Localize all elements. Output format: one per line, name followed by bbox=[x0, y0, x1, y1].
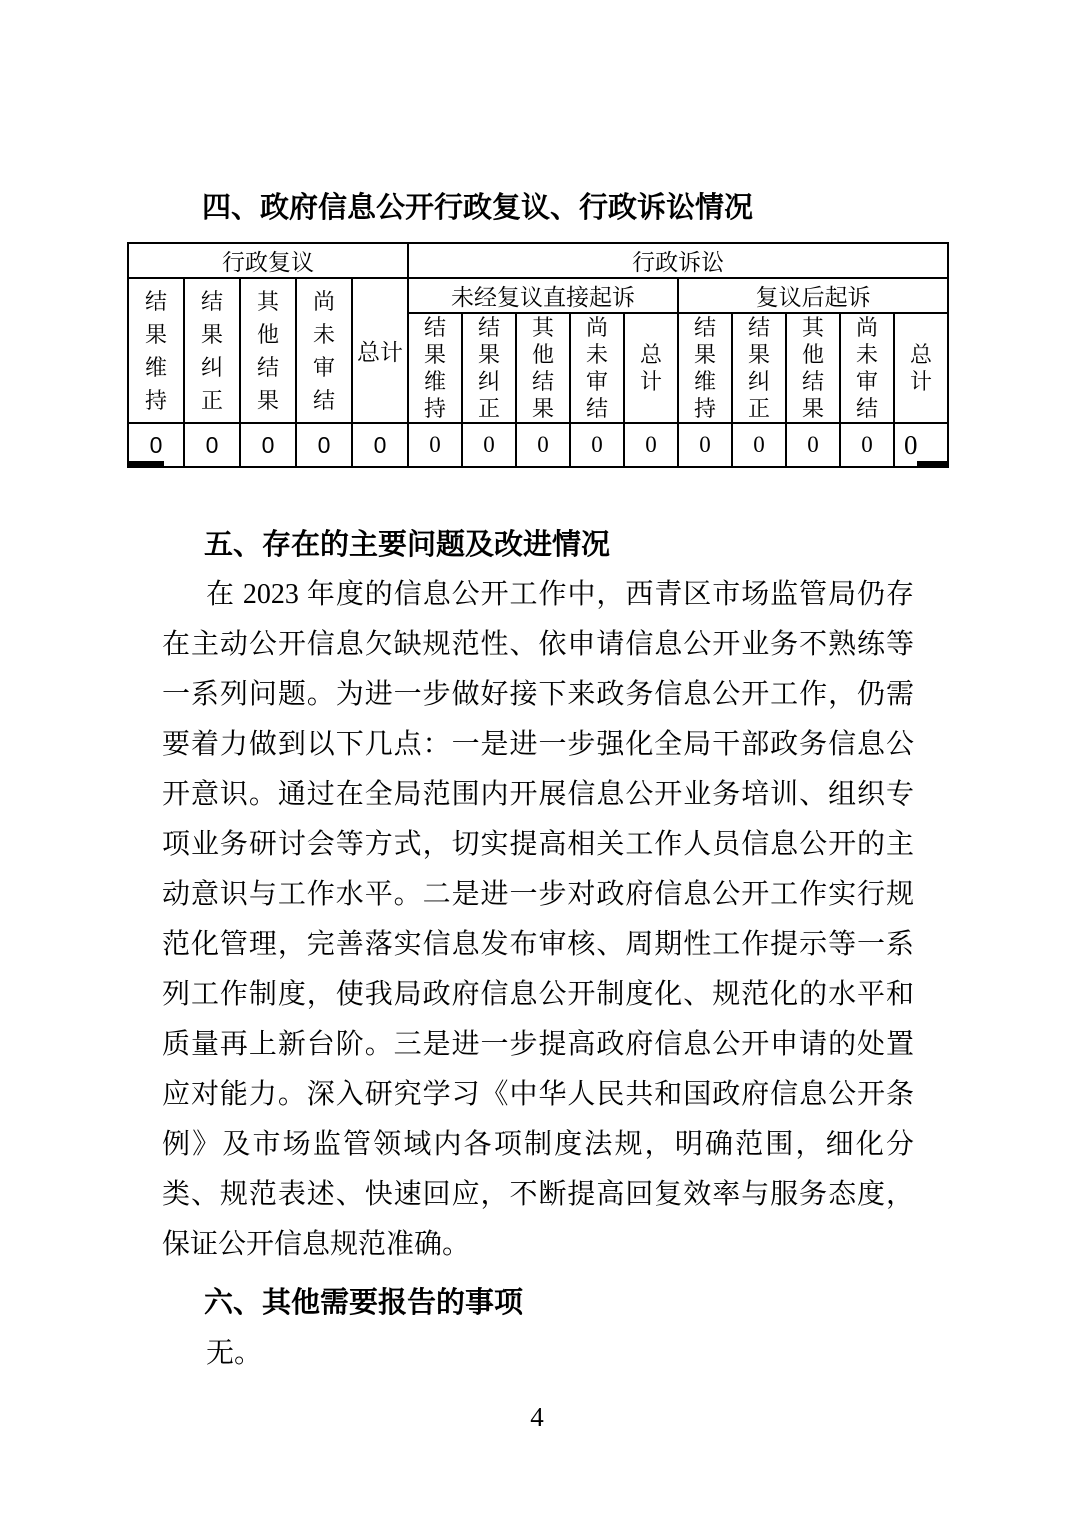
vertical-label: 尚未审结 bbox=[586, 315, 609, 421]
vertical-label: 结果纠正 bbox=[748, 315, 771, 421]
review-col-header-total: 总计 bbox=[352, 278, 408, 423]
scan-artifact-right bbox=[917, 461, 947, 466]
section6-body: 无。 bbox=[206, 1338, 263, 1369]
value-after-other-result: 0 bbox=[786, 423, 840, 467]
section4-heading: 四、政府信息公开行政复议、行政诉讼情况 bbox=[202, 192, 754, 224]
vertical-label: 结果维持 bbox=[424, 315, 447, 421]
value-review-other-result: 0 bbox=[240, 423, 296, 467]
litigation-group-header: 行政诉讼 bbox=[408, 243, 948, 278]
review-group-header: 行政复议 bbox=[128, 243, 408, 278]
value-after-pending: 0 bbox=[840, 423, 894, 467]
value-after-total: 0 bbox=[894, 423, 948, 467]
vertical-label: 总计 bbox=[910, 342, 933, 394]
direct-col-header-result-corrected bbox=[462, 313, 516, 423]
value-direct-other-result: 0 bbox=[516, 423, 570, 467]
value-direct-total: 0 bbox=[624, 423, 678, 467]
after-col-header-result-upheld bbox=[678, 313, 732, 423]
review-col-header-pending bbox=[296, 278, 352, 423]
vertical-label: 其他结果 bbox=[532, 315, 555, 421]
direct-col-header-pending bbox=[570, 313, 624, 423]
value-direct-result-upheld: 0 bbox=[408, 423, 462, 467]
after-col-header-pending bbox=[840, 313, 894, 423]
vertical-label: 结果维持 bbox=[144, 288, 167, 413]
reconsideration-litigation-table bbox=[127, 242, 949, 468]
review-col-header-result-corrected bbox=[184, 278, 240, 423]
value-review-result-corrected: 0 bbox=[184, 423, 240, 467]
after-col-header-other-result bbox=[786, 313, 840, 423]
vertical-label: 尚未审结 bbox=[312, 288, 335, 413]
after-col-header-total bbox=[894, 313, 948, 423]
scan-artifact-left bbox=[128, 461, 164, 467]
section5-paragraph: 在 2023 年度的信息公开工作中，西青区市场监管局仍存在主动公开信息欠缺规范性、依申请信息公开业务不熟练等一系列问题。为进一步做好接下来政务信息公开工作，仍需要着力做到以下几点：一是进一步强化全局干部政务信息公开意识。通过在全局范围内开展信息公开业务培训、组织专项业务研讨会等方式，切实提高相关工作人员信息公开的主动意识与工作水平。二是进一步对政府信息公开工作实行规范化管理，完善落实信息发布审核、周期性工作提示等一系列工作制度，使我局政府信息公开制度化、规范化的水平和质量再上新台阶。三是进一步提高政府信息公开申请的处置应对能力。深入研究学习《中华人民共和国政府信息公开条例》及市场监管领域内各项制度法规，明确范围，细化分类、规范表述、快速回应，不断提高回复效率与服务态度，保证公开信息规范准确。 bbox=[162, 579, 914, 1260]
value-review-result-upheld: 0 bbox=[128, 423, 184, 467]
review-col-header-other-result bbox=[240, 278, 296, 423]
vertical-label: 结果维持 bbox=[694, 315, 717, 421]
vertical-label: 尚未审结 bbox=[856, 315, 879, 421]
value-review-pending: 0 bbox=[296, 423, 352, 467]
value-direct-pending: 0 bbox=[570, 423, 624, 467]
direct-col-header-result-upheld bbox=[408, 313, 462, 423]
direct-col-header-other-result bbox=[516, 313, 570, 423]
value-review-total: 0 bbox=[352, 423, 408, 467]
direct-suit-subheader: 未经复议直接起诉 bbox=[408, 278, 678, 313]
vertical-label: 其他结果 bbox=[802, 315, 825, 421]
after-review-suit-subheader: 复议后起诉 bbox=[678, 278, 948, 313]
page-number: 4 bbox=[530, 1402, 544, 1432]
direct-col-header-total bbox=[624, 313, 678, 423]
value-after-result-corrected: 0 bbox=[732, 423, 786, 467]
after-col-header-result-corrected bbox=[732, 313, 786, 423]
value-direct-result-corrected: 0 bbox=[462, 423, 516, 467]
vertical-label: 总计 bbox=[640, 342, 663, 394]
vertical-label: 其他结果 bbox=[256, 288, 279, 413]
vertical-label: 结果纠正 bbox=[200, 288, 223, 413]
review-col-header-result-upheld bbox=[128, 278, 184, 423]
value-after-result-upheld: 0 bbox=[678, 423, 732, 467]
section6-heading: 六、其他需要报告的事项 bbox=[204, 1287, 524, 1319]
vertical-label: 结果纠正 bbox=[478, 315, 501, 421]
section5-heading: 五、存在的主要问题及改进情况 bbox=[204, 529, 611, 561]
table-container bbox=[127, 242, 949, 468]
